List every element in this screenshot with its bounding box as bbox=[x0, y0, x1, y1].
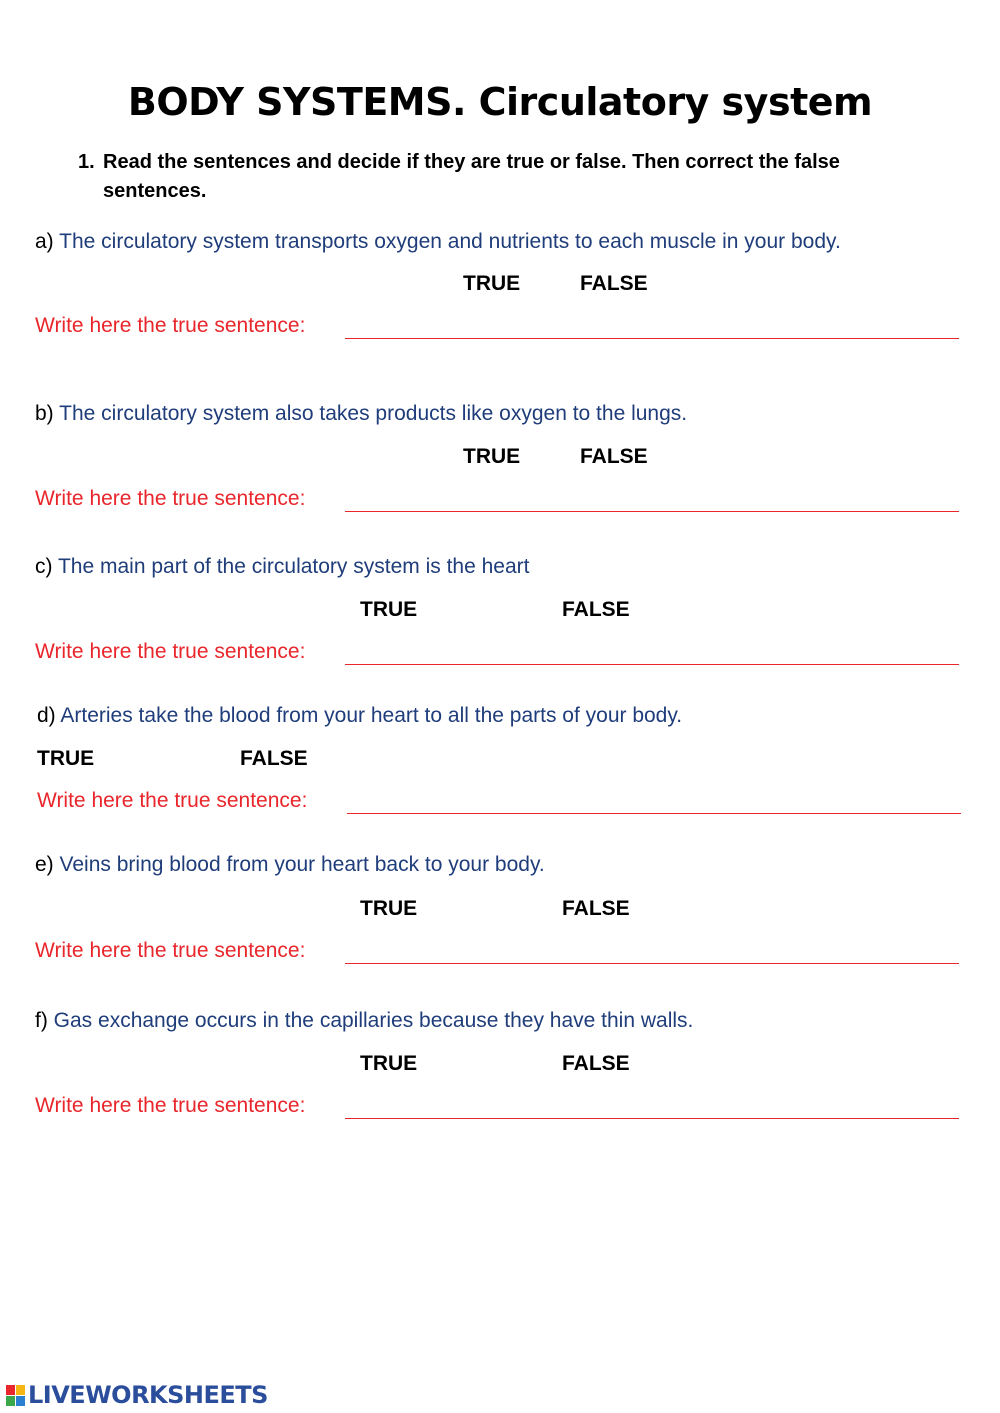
question-letter: c) bbox=[35, 555, 53, 578]
instruction-text: Read the sentences and decide if they are true or false. Then correct the false sentences. bbox=[103, 151, 840, 202]
answer-line-b[interactable] bbox=[345, 511, 959, 512]
answer-line-f[interactable] bbox=[345, 1118, 959, 1119]
question-text: Gas exchange occurs in the capillaries because they have thin walls. bbox=[53, 1009, 694, 1032]
question-c bbox=[35, 555, 530, 579]
true-option-d[interactable]: TRUE bbox=[37, 747, 95, 770]
false-option-b[interactable]: FALSE bbox=[580, 445, 648, 468]
logo-blocks-icon bbox=[6, 1385, 25, 1406]
question-a bbox=[35, 230, 841, 254]
question-e bbox=[35, 853, 545, 877]
true-option-e[interactable]: TRUE bbox=[360, 897, 418, 920]
write-prompt-d: Write here the true sentence: bbox=[37, 789, 308, 812]
write-prompt-c: Write here the true sentence: bbox=[35, 640, 306, 663]
false-option-c[interactable]: FALSE bbox=[562, 598, 630, 621]
answer-line-e[interactable] bbox=[345, 963, 959, 964]
false-option-a[interactable]: FALSE bbox=[580, 272, 648, 295]
answer-line-d[interactable] bbox=[347, 813, 961, 814]
question-b bbox=[35, 402, 687, 426]
logo-text: LIVEWORKSHEETS bbox=[28, 1381, 268, 1409]
write-prompt-b: Write here the true sentence: bbox=[35, 487, 306, 510]
write-prompt-e: Write here the true sentence: bbox=[35, 939, 306, 962]
question-letter: f) bbox=[35, 1009, 48, 1032]
false-option-e[interactable]: FALSE bbox=[562, 897, 630, 920]
true-option-b[interactable]: TRUE bbox=[463, 445, 521, 468]
true-option-a[interactable]: TRUE bbox=[463, 272, 521, 295]
question-text: The circulatory system transports oxygen and nutrients to each muscle in your body. bbox=[59, 230, 841, 253]
question-letter: a) bbox=[35, 230, 54, 253]
false-option-f[interactable]: FALSE bbox=[562, 1052, 630, 1075]
question-letter: e) bbox=[35, 853, 54, 876]
false-option-d[interactable]: FALSE bbox=[240, 747, 308, 770]
question-d bbox=[37, 704, 682, 728]
question-text: The circulatory system also takes products like oxygen to the lungs. bbox=[59, 402, 688, 425]
answer-line-a[interactable] bbox=[345, 338, 959, 339]
instruction-number: 1. bbox=[78, 151, 95, 173]
question-letter: b) bbox=[35, 402, 54, 425]
question-text: Veins bring blood from your heart back to your body. bbox=[59, 853, 545, 876]
question-text: The main part of the circulatory system is the heart bbox=[57, 555, 530, 578]
liveworksheets-logo[interactable] bbox=[6, 1381, 268, 1409]
true-option-f[interactable]: TRUE bbox=[360, 1052, 418, 1075]
question-f bbox=[35, 1009, 693, 1033]
question-text: Arteries take the blood from your heart to all the parts of your body. bbox=[60, 704, 683, 727]
write-prompt-f: Write here the true sentence: bbox=[35, 1094, 306, 1117]
answer-line-c[interactable] bbox=[345, 664, 959, 665]
question-letter: d) bbox=[37, 704, 56, 727]
true-option-c[interactable]: TRUE bbox=[360, 598, 418, 621]
page-title: BODY SYSTEMS. Circulatory system bbox=[127, 80, 873, 124]
write-prompt-a: Write here the true sentence: bbox=[35, 314, 306, 337]
